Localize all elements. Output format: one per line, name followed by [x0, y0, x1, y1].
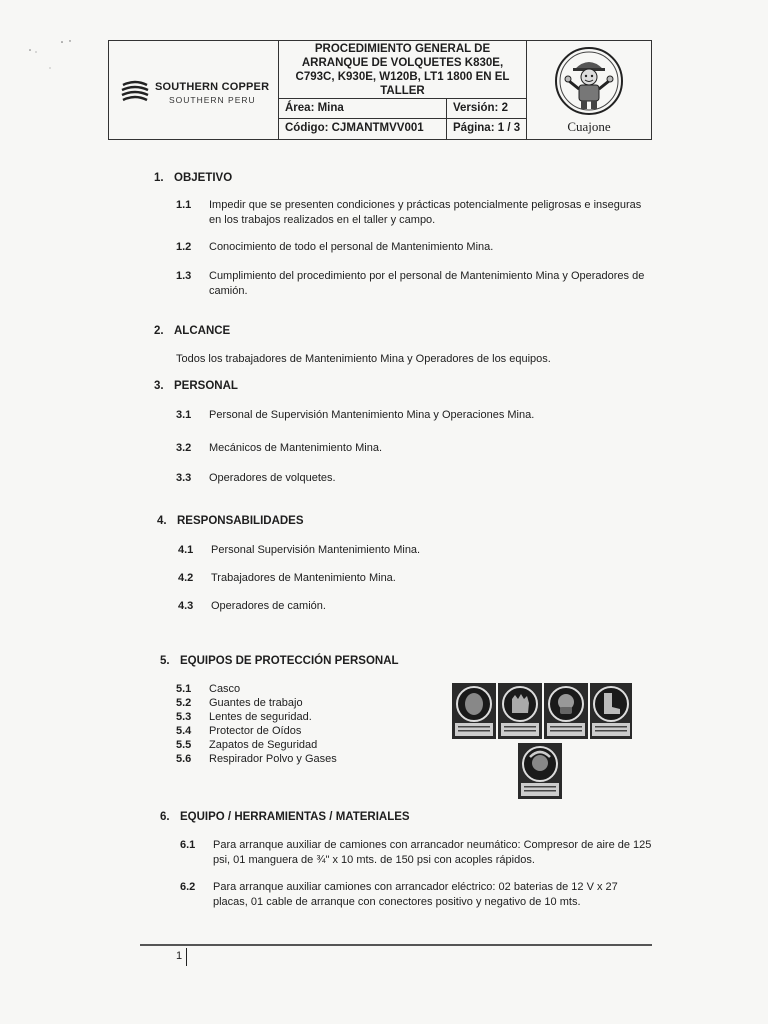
item-text: Protector de Oídos — [209, 725, 302, 737]
item-number: 5.4 — [176, 725, 192, 737]
section-title: RESPONSABILIDADES — [177, 515, 304, 527]
item-number: 5.2 — [176, 697, 192, 709]
item-number: 1.2 — [176, 241, 192, 253]
ppe-signs — [452, 683, 632, 801]
title-line: TALLER — [380, 85, 425, 97]
item-text: Para arranque auxiliar de camiones con arrancador neumático: Compresor de aire de 125 psi, 01 manguera de ¾" x 10 mts. de 150 psi con acoples rápidos. — [213, 839, 652, 866]
item-number: 5.6 — [176, 753, 192, 765]
gloves-sign-icon — [498, 683, 542, 739]
item-text: Cumplimiento del procedimiento por el personal de Mantenimiento Mina y Operadores de camión. — [209, 270, 645, 297]
mascot-caption: Cuajone — [567, 119, 611, 134]
item-text: Zapatos de Seguridad — [209, 739, 318, 751]
southern-copper-logo-icon — [121, 79, 149, 105]
section-number: 5. — [160, 655, 170, 667]
item-number: 3.2 — [176, 442, 192, 454]
respirator-sign-icon — [544, 683, 588, 739]
item-number: 4.2 — [178, 572, 194, 584]
item-number: 5.5 — [176, 739, 192, 751]
company-name: SOUTHERN COPPER — [155, 81, 270, 93]
item-text: Mecánicos de Mantenimiento Mina. — [209, 442, 383, 454]
item-number: 3.1 — [176, 409, 192, 421]
safety-boots-sign-icon — [590, 683, 632, 739]
document-title — [279, 41, 527, 99]
title-line: PROCEDIMIENTO GENERAL DE — [314, 43, 491, 55]
alcance-text: Todos los trabajadores de Mantenimiento Mina y Operadores de los equipos. — [176, 353, 551, 365]
company-subname: SOUTHERN PERU — [169, 95, 256, 105]
footer-divider — [186, 948, 187, 966]
item-text: Lentes de seguridad. — [209, 711, 312, 723]
header-table — [108, 40, 652, 140]
code-field: Código: CJMANTMVV001 — [279, 119, 447, 139]
area-field: Área: Mina — [279, 99, 447, 119]
title-line: ARRANQUE DE VOLQUETES K830E, — [301, 57, 504, 69]
section-number: 4. — [157, 515, 167, 527]
item-text: Personal de Supervisión Mantenimiento Mina y Operaciones Mina. — [209, 409, 535, 421]
item-text: Conocimiento de todo el personal de Mantenimiento Mina. — [209, 241, 494, 253]
section-number: 2. — [154, 325, 164, 337]
item-number: 4.1 — [178, 544, 194, 556]
item-number: 6.1 — [180, 839, 196, 851]
section-title: EQUIPO / HERRAMIENTAS / MATERIALES — [180, 811, 410, 823]
item-number: 5.1 — [176, 683, 192, 695]
item-number: 5.3 — [176, 711, 192, 723]
item-number: 4.3 — [178, 600, 194, 612]
item-text: Respirador Polvo y Gases — [209, 753, 337, 765]
company-logo-cell — [109, 41, 279, 139]
item-text: Operadores de volquetes. — [209, 472, 336, 484]
face-shield-sign-icon — [452, 683, 496, 739]
mascot-icon — [553, 45, 625, 117]
item-number: 1.3 — [176, 270, 192, 282]
item-text: Guantes de trabajo — [209, 697, 303, 709]
item-text: Casco — [209, 683, 241, 695]
page-number: 1 — [176, 950, 183, 962]
item-number: 3.3 — [176, 472, 192, 484]
item-text: Impedir que se presenten condiciones y prácticas potencialmente peligrosas e inseguras en los trabajos realizados en el taller y campo. — [209, 199, 642, 226]
section-title: EQUIPOS DE PROTECCIÓN PERSONAL — [180, 655, 399, 667]
footer-rule — [140, 944, 652, 946]
section-number: 3. — [154, 380, 164, 392]
section-number: 1. — [154, 172, 164, 184]
version-field: Versión: 2 — [447, 99, 527, 119]
section-title: ALCANCE — [174, 325, 231, 337]
item-text: Operadores de camión. — [211, 600, 326, 612]
scan-speck-icon — [26, 38, 86, 78]
item-number: 1.1 — [176, 199, 192, 211]
title-line: C793C, K930E, W120B, LT1 1800 EN EL — [295, 71, 510, 83]
mascot-cell — [527, 41, 651, 139]
section-title: PERSONAL — [174, 380, 238, 392]
item-text: Personal Supervisión Mantenimiento Mina. — [211, 544, 421, 556]
section-title: OBJETIVO — [174, 172, 233, 184]
item-text: Trabajadores de Mantenimiento Mina. — [211, 572, 396, 584]
section-number: 6. — [160, 811, 170, 823]
item-number: 6.2 — [180, 881, 196, 893]
page-field: Página: 1 / 3 — [447, 119, 527, 139]
item-text: Para arranque auxiliar camiones con arrancador eléctrico: 02 baterias de 12 V x 27 placas, 01 cable de arranque con conectores positivo y negativo de 10 mts. — [213, 881, 618, 908]
ear-protection-sign-icon — [518, 743, 562, 799]
